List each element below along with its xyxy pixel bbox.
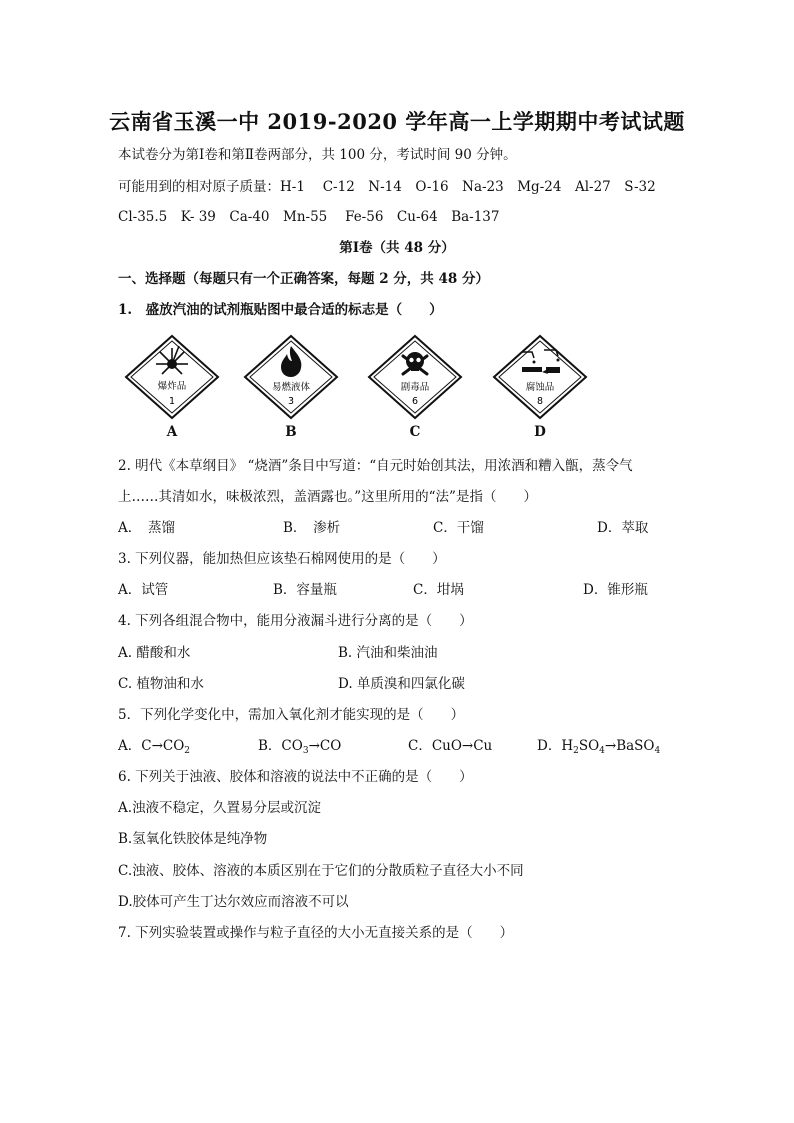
q5-b-sub: 3 <box>302 746 309 756</box>
question-4-option-a: A. 醋酸和水 <box>118 645 191 661</box>
sign-letter-a: A <box>166 424 178 440</box>
q5-a-prefix: A．C→CO <box>118 738 185 754</box>
sign-label-d: 腐蚀品 <box>525 382 555 393</box>
question-2-option-a: A． 蒸馏 <box>118 520 175 536</box>
question-2-stem-line-2: 上……其清如水，味极浓烈，盖酒露也。”这里所用的“法”是指（ ） <box>118 489 537 505</box>
question-5-option-d <box>537 736 660 756</box>
atomic-masses-line-1: 可能用到的相对原子质量：H-1 C-12 N-14 O-16 Na-23 Mg-24 Al-27 S-32 <box>118 179 656 195</box>
question-4-option-d: D. 单质溴和四氯化碳 <box>338 676 465 692</box>
page-title: 云南省玉溪一中 2019-2020 学年高一上学期期中考试试题 <box>109 109 685 134</box>
question-6-stem: 6. 下列关于浊液、胶体和溶液的说法中不正确的是（ ） <box>118 769 473 785</box>
q5-d-mid2: →BaSO <box>604 738 655 754</box>
question-6-option-d: D.胶体可产生丁达尔效应而溶液不可以 <box>118 894 349 910</box>
question-1-text: 1. 盛放汽油的试剂瓶贴图中最合适的标志是（ ） <box>118 302 443 318</box>
sign-label-b: 易燃液体 <box>271 382 311 393</box>
corrosive-sign <box>492 334 588 420</box>
question-6-option-c: C.浊液、胶体、溶液的本质区别在于它们的分散质粒子直径大小不同 <box>118 863 524 879</box>
question-4-option-c: C. 植物油和水 <box>118 676 204 692</box>
question-3-option-b: B．容量瓶 <box>273 582 337 598</box>
q5-d-sub2: 4 <box>599 746 605 756</box>
question-3-option-a: A．试管 <box>118 582 169 598</box>
section-heading: 一、选择题（每题只有一个正确答案，每题 2 分，共 48 分） <box>118 271 489 287</box>
question-1-stem <box>118 300 443 320</box>
q5-b-suffix: →CO <box>308 738 342 754</box>
question-2-option-d: D．萃取 <box>597 520 649 536</box>
question-5-option-c <box>408 736 492 756</box>
skull-crossbones-icon <box>367 334 463 420</box>
explosive-sign <box>124 334 220 420</box>
toxic-sign <box>367 334 463 420</box>
question-2-stem-line-1: 2. 明代《本草纲目》 “烧酒”条目中写道：“自元时始创其法，用浓酒和糟入甑，蒸令气 <box>118 458 633 474</box>
q5-d-sub3: 4 <box>654 746 661 756</box>
sign-number-a: 1 <box>168 396 176 407</box>
question-3-stem: 3. 下列仪器，能加热但应该垫石棉网使用的是（ ） <box>118 551 446 567</box>
question-4-option-b: B. 汽油和柴油油 <box>338 645 438 661</box>
sign-letter-b: B <box>285 424 297 440</box>
flammable-liquid-sign <box>243 334 339 420</box>
question-5-option-b <box>258 736 341 756</box>
question-3-option-d: D．锥形瓶 <box>583 582 648 598</box>
q5-d-prefix: D．H <box>537 738 574 754</box>
sign-letter-c: C <box>409 424 421 440</box>
q5-c-prefix: C．CuO→Cu <box>408 738 493 754</box>
sign-label-a: 爆炸品 <box>157 381 187 392</box>
question-3-option-c: C．坩埚 <box>413 582 464 598</box>
q5-d-sub: 2 <box>573 746 579 756</box>
corrosive-icon <box>492 334 588 420</box>
question-2-option-c: C．干馏 <box>433 520 484 536</box>
sign-number-c: 6 <box>411 396 419 407</box>
sign-number-d: 8 <box>536 396 544 407</box>
q5-d-mid: SO <box>578 738 600 754</box>
atomic-masses-line-2: Cl-35.5 K- 39 Ca-40 Mn-55 Fe-56 Cu-64 Ba-137 <box>118 209 500 225</box>
exam-intro: 本试卷分为第Ⅰ卷和第Ⅱ卷两部分，共 100 分，考试时间 90 分钟。 <box>118 147 517 163</box>
question-4-stem: 4. 下列各组混合物中，能用分液漏斗进行分离的是（ ） <box>118 613 473 629</box>
question-6-option-a: A.浊液不稳定，久置易分层或沉淀 <box>118 800 322 816</box>
flame-icon <box>243 334 339 420</box>
volume-heading: 第Ⅰ卷（共 48 分） <box>339 240 455 256</box>
sign-number-b: 3 <box>287 396 295 407</box>
sign-label-c: 剧毒品 <box>400 382 430 393</box>
q5-b-prefix: B．CO <box>258 738 303 754</box>
question-6-option-b: B.氢氧化铁胶体是纯净物 <box>118 831 268 847</box>
question-5-stem: 5．下列化学变化中，需加入氧化剂才能实现的是（ ） <box>118 707 465 723</box>
question-5-option-a <box>118 736 190 756</box>
explosive-icon <box>124 334 220 420</box>
question-7-stem: 7. 下列实验装置或操作与粒子直径的大小无直接关系的是（ ） <box>118 925 514 941</box>
q5-a-sub: 2 <box>184 746 191 756</box>
sign-letter-d: D <box>534 424 546 440</box>
question-2-option-b: B． 渗析 <box>283 520 341 536</box>
